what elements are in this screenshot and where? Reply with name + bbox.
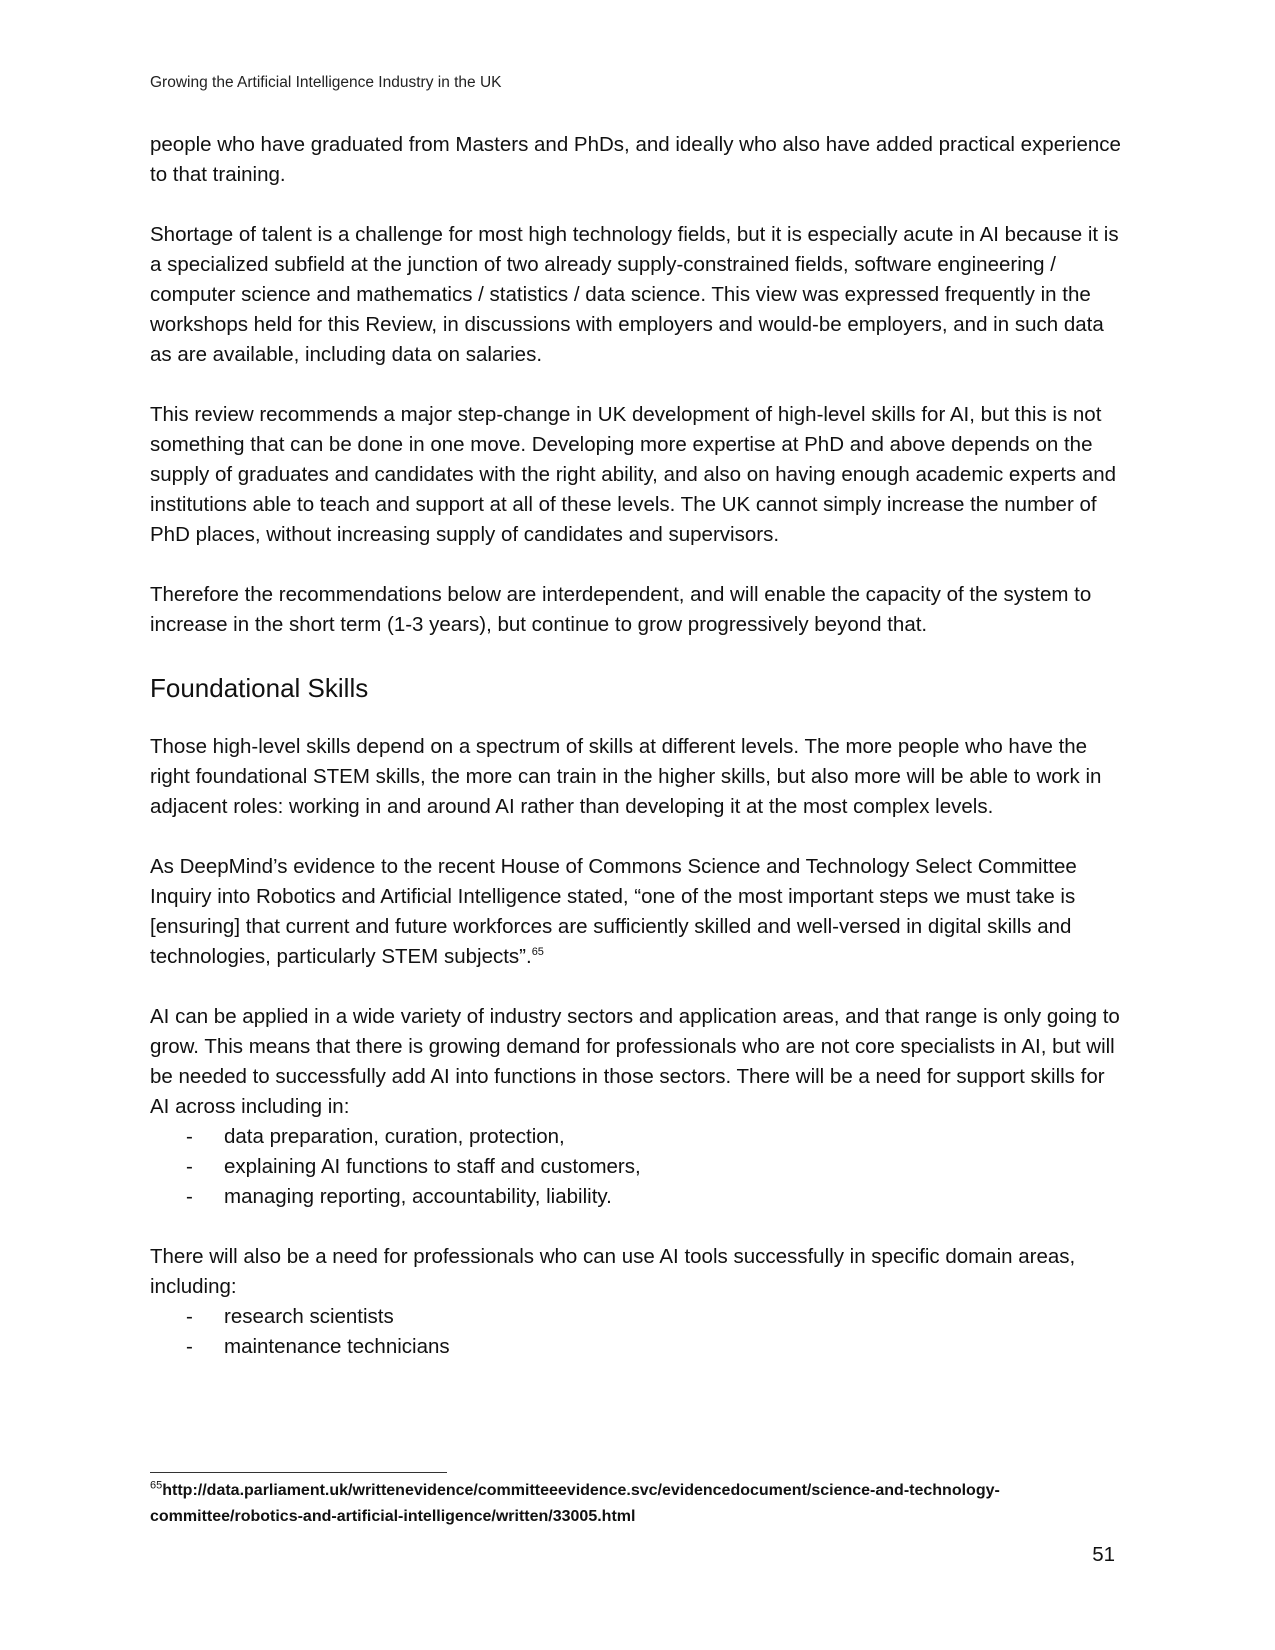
paragraph-7: AI can be applied in a wide variety of industry sectors and application areas, and that range is only going to grow. This means that there is growing demand for professionals who are not core specialists in AI, but will be needed to successfully add AI into functions in those sectors. There will be a need for support skills for AI across including in: <box>150 1005 1120 1118</box>
bullet-dash: - <box>186 1335 193 1358</box>
page-body <box>150 130 1125 1392</box>
bullet-dash: - <box>186 1185 193 1208</box>
list-item <box>150 1302 1125 1332</box>
paragraph-3: This review recommends a major step-change in UK development of high-level skills for AI, but this is not something that can be done in one move. Developing more expertise at PhD and above depends on the supply of graduates and candidates with the right ability, and also on having enough academic experts and institutions able to teach and support at all of these levels. The UK cannot simply increase the number of PhD places, without increasing supply of candidates and supervisors. <box>150 403 1117 546</box>
footnote <box>150 1478 1110 1530</box>
list-item <box>150 1332 1125 1362</box>
paragraph-4: Therefore the recommendations below are interdependent, and will enable the capacity of the system to increase in the short term (1-3 years), but continue to grow progressively beyond that. <box>150 583 1092 636</box>
list-item-text: data preparation, curation, protection, <box>224 1125 565 1148</box>
bullet-dash: - <box>186 1155 193 1178</box>
list-item <box>150 1182 1125 1212</box>
paragraph-6 <box>150 852 1125 972</box>
list-item-text: explaining AI functions to staff and customers, <box>224 1155 641 1178</box>
list-item-text: maintenance technicians <box>224 1335 450 1358</box>
footnote-separator <box>150 1472 447 1473</box>
list-item <box>150 1152 1125 1182</box>
list-item-text: managing reporting, accountability, liability. <box>224 1185 612 1208</box>
footnote-reference[interactable]: 65 <box>531 946 544 959</box>
paragraph-1: people who have graduated from Masters and PhDs, and ideally who also have added practical experience to that training. <box>150 133 1121 186</box>
list-item-text: research scientists <box>224 1305 394 1328</box>
paragraph-8: There will also be a need for professionals who can use AI tools successfully in specific domain areas, including: <box>150 1245 1076 1298</box>
support-skills-list <box>150 1122 1125 1212</box>
footnote-link[interactable]: http://data.parliament.uk/writtenevidence/committeeevidence.svc/evidencedocument/science-and-technology-committee/robotics-and-artificial-intelligence/written/33005.html <box>150 1482 1000 1525</box>
section-heading: Foundational Skills <box>150 673 369 703</box>
footnote-number: 65 <box>150 1479 163 1492</box>
running-header: Growing the Artificial Intelligence Industry in the UK <box>150 74 502 91</box>
list-item <box>150 1122 1125 1152</box>
bullet-dash: - <box>186 1305 193 1328</box>
bullet-dash: - <box>186 1125 193 1148</box>
domain-roles-list <box>150 1302 1125 1362</box>
paragraph-5: Those high-level skills depend on a spectrum of skills at different levels. The more people who have the right foundational STEM skills, the more can train in the higher skills, but also more will be able to work in adjacent roles: working in and around AI rather than developing it at the most complex levels. <box>150 735 1102 818</box>
page-number: 51 <box>1092 1543 1115 1566</box>
paragraph-6-text: As DeepMind’s evidence to the recent House of Commons Science and Technology Select Committee Inquiry into Robotics and Artificial Intelligence stated, “one of the most important steps we must take is [ensuring] that current and future workforces are sufficiently skilled and well-versed in digital skills and technologies, particularly STEM subjects”. <box>150 855 1077 968</box>
paragraph-2: Shortage of talent is a challenge for most high technology fields, but it is especially acute in AI because it is a specialized subfield at the junction of two already supply-constrained fields, software engineering / computer science and mathematics / statistics / data science. This view was expressed frequently in the workshops held for this Review, in discussions with employers and would-be employers, and in such data as are available, including data on salaries. <box>150 223 1119 366</box>
